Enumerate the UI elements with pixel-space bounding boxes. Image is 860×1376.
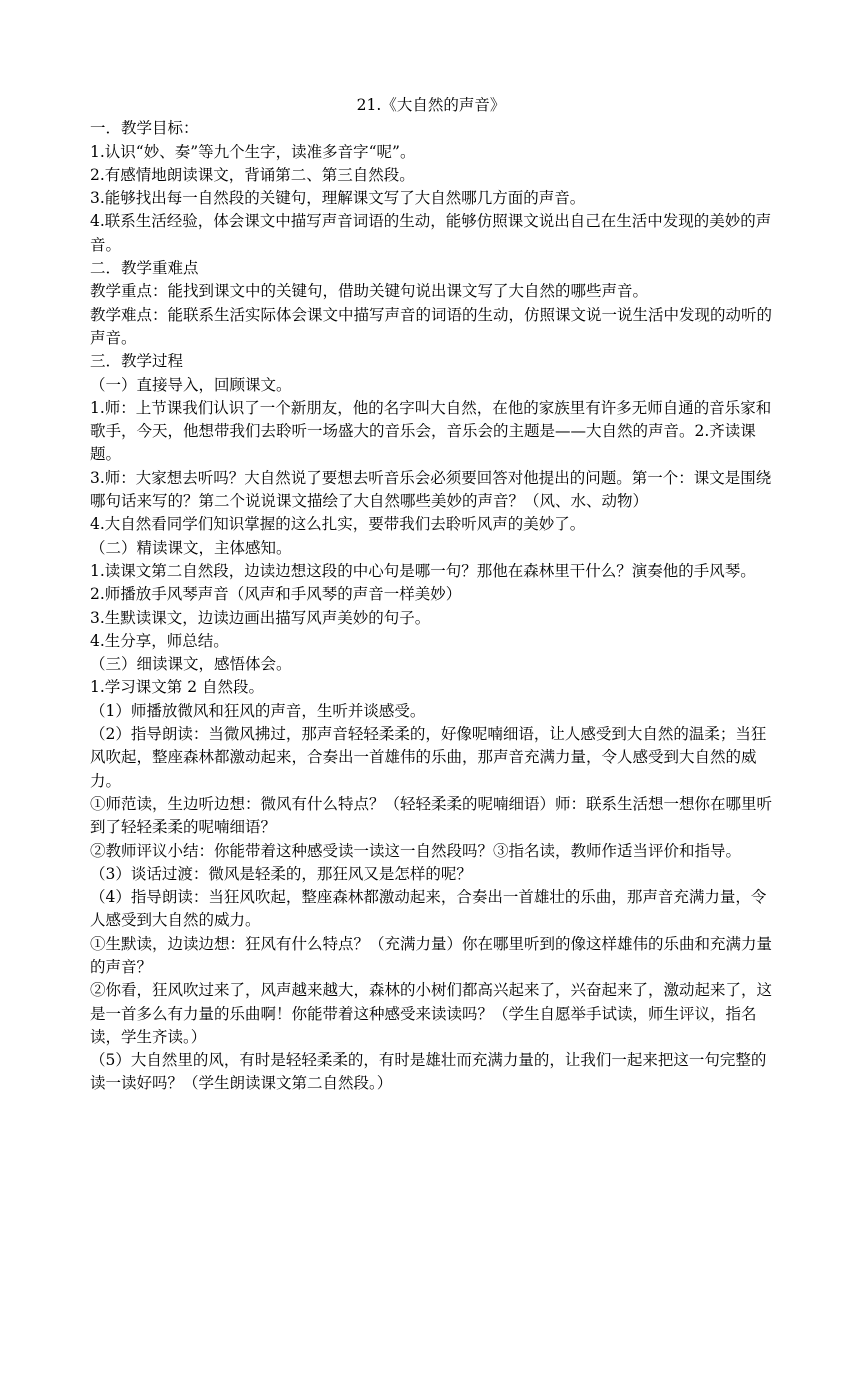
paragraph: （2）指导朗读：当微风拂过，那声音轻轻柔柔的，好像呢喃细语，让人感受到大自然的温柔；当狂风吹起，整座森林都激动起来，合奏出一首雄伟的乐曲，那声音充满力量，令人感受到大自然的威力。: [90, 725, 767, 790]
paragraph: ①师范读，生边听边想：微风有什么特点？（轻轻柔柔的呢喃细语）师：联系生活想一想你在哪里听到了轻轻柔柔的呢喃细语？: [90, 794, 773, 837]
document-title: 21.《大自然的声音》: [356, 96, 506, 114]
paragraph: 1.读课文第二自然段，边读边想这段的中心句是哪一句？那他在森林里干什么？演奏他的手风琴。: [90, 561, 756, 580]
paragraph: 教学重点：能找到课文中的关键句，借助关键句说出课文写了大自然的哪些声音。: [90, 282, 649, 301]
paragraph: 2.师播放手风琴声音（风声和手风琴的声音一样美妙）: [90, 585, 462, 604]
paragraph: 二．教学重难点: [90, 259, 199, 278]
paragraph: （3）谈话过渡：微风是轻柔的，那狂风又是怎样的呢？: [90, 864, 472, 883]
paragraph: ②教师评议小结：你能带着这种感受读一读这一自然段吗？③指名读，教师作适当评价和指导。: [90, 841, 742, 860]
paragraph: ②你看，狂风吹过来了，风声越来越大，森林的小树们都高兴起来了，兴奋起来了，激动起来了，这是一首多么有力量的乐曲啊！你能带着这种感受来读读吗？（学生自愿举手试读，师生评议，指名读，学生齐读。）: [90, 981, 773, 1046]
paragraph: （5）大自然里的风，有时是轻轻柔柔的，有时是雄壮而充满力量的，让我们一起来把这一句完整的读一读好吗？（学生朗读课文第二自然段。）: [90, 1051, 767, 1093]
paragraph: 4.生分享，师总结。: [90, 631, 229, 650]
paragraph: 1.学习课文第 2 自然段。: [90, 678, 265, 697]
paragraph: 3.师：大家想去听吗？大自然说了要想去听音乐会必须要回答对他提出的问题。第一个：课文是围绕哪句话来写的？第二个说说课文描绘了大自然哪些美妙的声音？（风、水、动物）: [90, 468, 772, 511]
paragraph: 三．教学过程: [90, 352, 184, 371]
paragraph: （4）指导朗读：当狂风吹起，整座森林都激动起来，合奏出一首雄壮的乐曲，那声音充满力量，令人感受到大自然的威力。: [90, 888, 767, 930]
paragraph: 教学难点：能联系生活实际体会课文中描写声音的词语的生动，仿照课文说一说生活中发现的动听的声音。: [90, 305, 773, 347]
paragraph: 一．教学目标：: [90, 119, 199, 138]
paragraph: （1）师播放微风和狂风的声音，生听并谈感受。: [90, 701, 426, 720]
paragraph: （一）直接导入，回顾课文。: [90, 375, 292, 394]
paragraph: 2.有感情地朗读课文，背诵第二、第三自然段。: [90, 165, 415, 184]
paragraph: （二）精读课文，主体感知。: [90, 538, 292, 557]
paragraph: 4.联系生活经验，体会课文中描写声音词语的生动，能够仿照课文说出自己在生活中发现的美妙的声音。: [90, 212, 772, 254]
paragraph: ①生默读，边读边想：狂风有什么特点？（充满力量）你在哪里听到的像这样雄伟的乐曲和充满力量的声音？: [90, 934, 773, 976]
paragraph: （三）细读课文，感悟体会。: [90, 655, 292, 674]
paragraph: 3.能够找出每一自然段的关键句，理解课文写了大自然哪几方面的声音。: [90, 189, 586, 208]
paragraph: 1.师：上节课我们认识了一个新朋友，他的名字叫大自然，在他的家族里有许多无师自通的音乐家和歌手，今天，他想带我们去聆听一场盛大的音乐会，音乐会的主题是——大自然的声音。2.齐读课题。: [90, 398, 772, 464]
paragraph: 3.生默读课文，边读边画出描写风声美妙的句子。: [90, 608, 431, 627]
paragraph: 1.认识“妙、奏”等九个生字，读准多音字“呢”。: [90, 142, 416, 161]
paragraph: 4.大自然看同学们知识掌握的这么扎实，要带我们去聆听风声的美妙了。: [90, 515, 586, 534]
